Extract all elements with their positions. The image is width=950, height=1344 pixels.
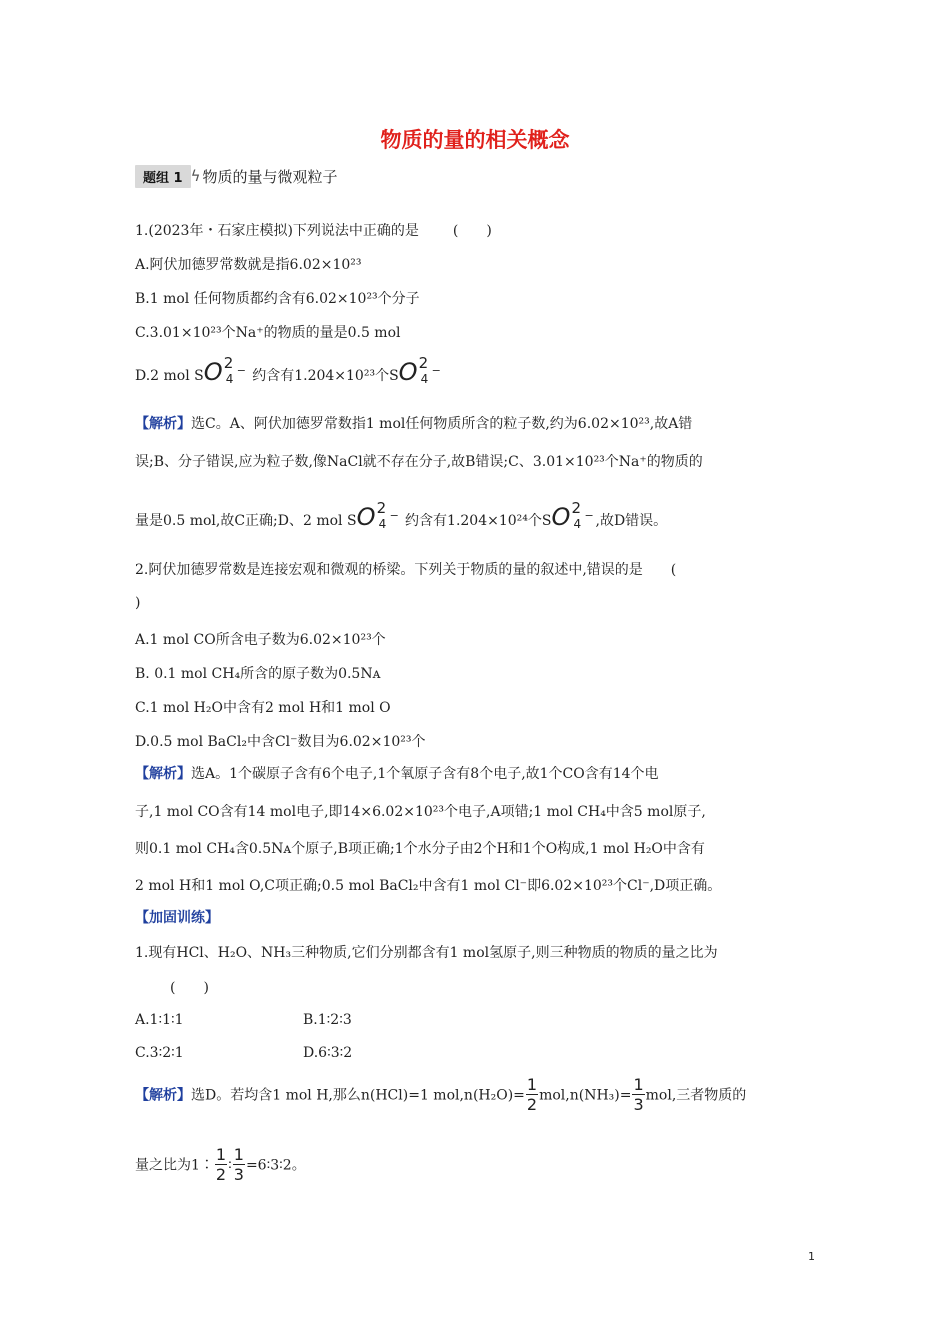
- q3-paren: ( ): [170, 980, 209, 996]
- group-title: 物质的量与微观粒子: [202, 167, 338, 186]
- q2-option-d: D.0.5 mol BaCl₂中含Cl⁻数目为6.02×10²³个: [135, 734, 426, 750]
- q1-analysis-line: 量是0.5 mol,故C正确;D、2 mol S O 2 4 − 约含有1.204×10²⁴个S O 2 4 − ,故D错误。: [135, 499, 668, 531]
- q1-analysis-line: 【解析】选C。A、阿伏加德罗常数指1 mol任何物质所含的粒子数,约为6.02×10²³,故A错: [135, 416, 693, 432]
- q2-analysis-line: 【解析】选A。1个碳原子含有6个电子,1个氧原子含有8个电子,故1个CO含有14个电: [135, 766, 659, 782]
- q1-option-c: C.3.01×10²³个Na⁺的物质的量是0.5 mol: [135, 325, 401, 341]
- q2-stem: 2.阿伏加德罗常数是连接宏观和微观的桥梁。下列关于物质的量的叙述中,错误的是 (: [135, 562, 677, 578]
- q1-option-a: A.阿伏加德罗常数就是指6.02×10²³: [135, 257, 362, 273]
- sulfate-ion: O 2 4 −: [356, 499, 399, 531]
- sulfate-ion: O 2 4 −: [398, 354, 441, 386]
- q2-analysis-line: 则0.1 mol CH₄含0.5Nᴀ个原子,B项正确;1个水分子由2个H和1个O构成,1 mol H₂O中含有: [135, 841, 705, 857]
- q3-option-a: A.1∶1∶1: [135, 1012, 184, 1028]
- analysis-tag: 【解析】: [135, 766, 191, 782]
- reinforce-tag: 【加固训练】: [135, 910, 219, 926]
- group-header: [135, 162, 338, 190]
- q3-analysis-line: 【解析】选D。若均含1 mol H,那么n(HCl)=1 mol,n(H₂O)= $\frac{1}{2}$ mol,n(NH₃)= $\frac{1}{3}$ mol,三者物质的: [135, 1075, 747, 1114]
- q2-option-b: B. 0.1 mol CH₄所含的原子数为0.5Nᴀ: [135, 666, 381, 682]
- q2-analysis-line: 子,1 mol CO含有14 mol电子,即14×6.02×10²³个电子,A项错;1 mol CH₄中含5 mol原子,: [135, 804, 706, 820]
- lightning-icon: ϟ: [190, 167, 201, 185]
- analysis-tag: 【解析】: [135, 1087, 191, 1104]
- q2-option-c: C.1 mol H₂O中含有2 mol H和1 mol O: [135, 700, 391, 716]
- q3-option-d: D.6∶3∶2: [303, 1045, 353, 1061]
- group-badge: 题组 1: [135, 165, 191, 188]
- q1-option-b: B.1 mol 任何物质都约含有6.02×10²³个分子: [135, 291, 420, 307]
- q2-stem-paren: ): [135, 595, 141, 611]
- analysis-tag: 【解析】: [135, 416, 191, 432]
- q3-option-b: B.1∶2∶3: [303, 1012, 352, 1028]
- q1-stem: 1.(2023年・石家庄模拟)下列说法中正确的是 ( ): [135, 223, 492, 239]
- page-title: 物质的量的相关概念: [380, 128, 570, 152]
- q3-analysis-line: 量之比为1∶ $\frac{1}{2}$ ∶ $\frac{1}{3}$ =6∶3∶2。: [135, 1145, 306, 1184]
- fraction-one-third: $\frac{1}{3}$: [233, 1145, 244, 1184]
- q3-option-c: C.3∶2∶1: [135, 1045, 184, 1061]
- fraction-one-third: $\frac{1}{3}$: [633, 1075, 644, 1114]
- sulfate-ion: O 2 4 −: [203, 354, 246, 386]
- fraction-one-half: $\frac{1}{2}$: [526, 1075, 538, 1114]
- fraction-one-half: $\frac{1}{2}$: [215, 1145, 227, 1184]
- q2-option-a: A.1 mol CO所含电子数为6.02×10²³个: [135, 632, 386, 648]
- sulfate-ion: O 2 4 −: [551, 499, 594, 531]
- q3-stem: 1.现有HCl、H₂O、NH₃三种物质,它们分别都含有1 mol氢原子,则三种物质的物质的量之比为: [135, 945, 718, 961]
- q1-option-d: D.2 mol S O 2 4 − 约含有1.204×10²³个S O 2 4 −: [135, 354, 441, 386]
- q1-analysis-line: 误;B、分子错误,应为粒子数,像NaCl就不存在分子,故B错误;C、3.01×10²³个Na⁺的物质的: [135, 454, 703, 470]
- page-number: 1: [808, 1250, 815, 1263]
- q2-analysis-line: 2 mol H和1 mol O,C项正确;0.5 mol BaCl₂中含有1 mol Cl⁻即6.02×10²³个Cl⁻,D项正确。: [135, 878, 722, 894]
